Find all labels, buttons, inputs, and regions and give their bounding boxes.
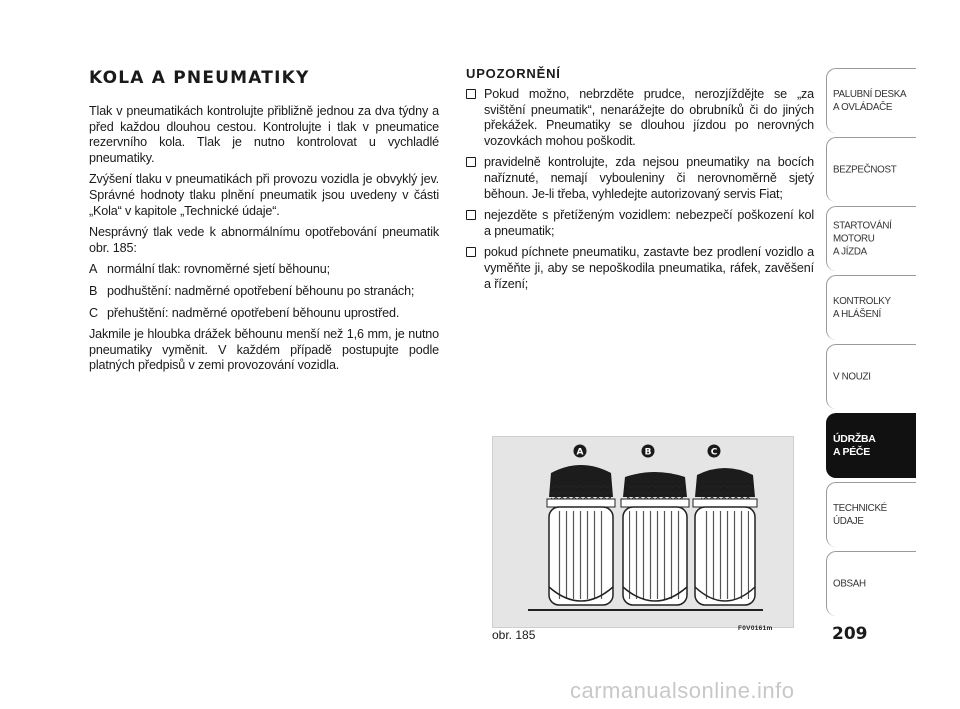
chapter-sidebar <box>826 68 916 620</box>
checkbox-bullet-icon <box>466 210 476 220</box>
warning-column <box>466 66 814 298</box>
bullet-text: Pokud možno, nebrzděte prudce, nerozjíždějte se „za svištění pneumatik“, nenarážejte do obrubníků či do jiných překážek. Pneumatiky se dlouhou jízdou po nerovných vozovkách mohou poškodit. <box>484 87 814 148</box>
item-text: normální tlak: rovnoměrné sjetí běhounu; <box>107 262 330 277</box>
warning-heading: UPOZORNĚNÍ <box>466 66 561 81</box>
tab-label: TECHNICKÉ ÚDAJE <box>833 503 887 527</box>
page-number: 209 <box>832 624 868 644</box>
tab-label: PALUBNÍ DESKA A OVLÁDAČE <box>833 89 907 113</box>
tab-label: KONTROLKY A HLÁŠENÍ <box>833 296 891 320</box>
checkbox-bullet-icon <box>466 247 476 257</box>
tab-palubni-deska[interactable] <box>826 68 916 133</box>
list-item-a <box>89 262 439 278</box>
tab-label: ÚDRŽBA A PÉČE <box>833 433 876 458</box>
tab-kontrolky[interactable] <box>826 275 916 340</box>
closing-paragraph: Jakmile je hloubka drážek běhounu menší než 1,6 mm, je nutno pneumatiky vyměnit. V každém případě postupujte podle platných předpisů v zemi provozování vozidla. <box>89 327 439 373</box>
list-item-c <box>89 306 439 322</box>
bullet-text: nejezděte s přetíženým vozidlem: nebezpečí poškození kol a pneumatik; <box>484 208 814 238</box>
paragraph-3: Nesprávný tlak vede k abnormálnímu opotřebování pneumatik obr. 185: <box>89 225 439 255</box>
section-title: KOLA A PNEUMATIKY <box>89 68 310 88</box>
watermark: carmanualsonline.info <box>570 678 795 703</box>
list-item-b <box>89 284 439 300</box>
tire-c-icon <box>693 468 757 605</box>
tab-obsah[interactable] <box>826 551 916 616</box>
figure-code: F0V0161m <box>738 625 773 632</box>
bullet-text: pravidelně kontrolujte, zda nejsou pneumatiky na bocích naříznuté, nemají vybouleniny či nerovnoměrně sjetý běhoun. Je-li třeba, vyhledejte autorizovaný servis Fiat; <box>484 155 814 201</box>
item-label: C <box>89 305 98 320</box>
tab-label: BEZPEČNOST <box>833 164 897 176</box>
checkbox-bullet-icon <box>466 89 476 99</box>
figure-label-a: A <box>576 447 584 458</box>
left-column <box>89 68 439 380</box>
figure-caption: obr. 185 <box>492 628 536 642</box>
tab-label: STARTOVÁNÍ MOTORU A JÍZDA <box>833 220 892 258</box>
tire-b-icon <box>621 472 689 605</box>
tire-a-icon <box>547 465 615 605</box>
paragraph-1: Tlak v pneumatikách kontrolujte přibližně jednou za dva týdny a před každou dlouhou cestou. Kontrolujte i tlak v pneumatice rezervního kola. Tlak je nutno kontrolovat u vychladlé pneumatiky. <box>89 104 439 165</box>
tab-label: V NOUZI <box>833 371 871 383</box>
paragraph-2: Zvýšení tlaku v pneumatikách při provozu vozidla je obvyklý jev. Správné hodnoty tlaku plnění pneumatik jsou uvedeny v části „Kola“ v kapitole „Technické údaje“. <box>89 172 439 218</box>
item-text: přehuštění: nadměrné opotřebení běhounu uprostřed. <box>107 305 400 320</box>
tab-v-nouzi[interactable] <box>826 344 916 409</box>
tab-technicke-udaje[interactable] <box>826 482 916 547</box>
checkbox-bullet-icon <box>466 157 476 167</box>
tire-wear-illustration <box>493 437 793 627</box>
tab-bezpecnost[interactable] <box>826 137 916 202</box>
warning-bullet-2 <box>466 155 814 202</box>
tab-udrzba[interactable] <box>826 413 916 478</box>
item-text: podhuštění: nadměrné opotřebení běhounu po stranách; <box>107 283 415 298</box>
item-label: A <box>89 262 98 277</box>
warning-bullet-4 <box>466 245 814 292</box>
warning-bullet-3 <box>466 208 814 239</box>
warning-bullet-1 <box>466 87 814 149</box>
figure-label-c: C <box>710 447 718 458</box>
tab-startovani[interactable] <box>826 206 916 271</box>
bullet-text: pokud píchnete pneumatiku, zastavte bez prodlení vozidlo a vyměňte ji, aby se nepoškodila pneumatika, ráfek, zavěšení a řízení; <box>484 245 814 291</box>
tire-wear-figure <box>492 436 794 628</box>
item-label: B <box>89 283 98 298</box>
tab-label: OBSAH <box>833 578 866 590</box>
figure-label-b: B <box>644 447 652 458</box>
